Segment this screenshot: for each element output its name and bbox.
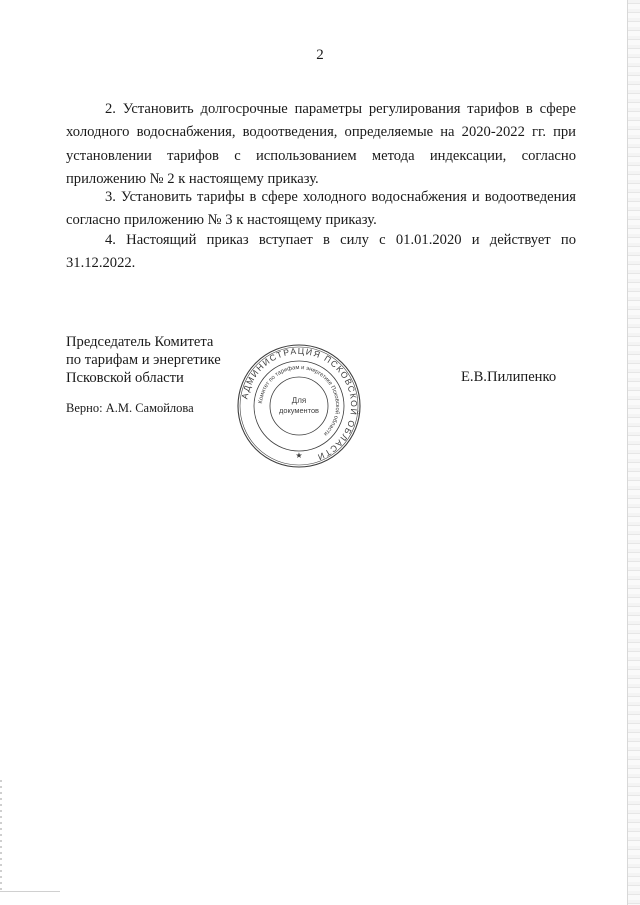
stamp-inner-text: Комитет по тарифам и энергетике Псковской области: [258, 364, 341, 437]
scan-bottom-mark: [0, 891, 60, 892]
stamp-center-line2: документов: [279, 406, 319, 415]
scan-left-edge: [0, 780, 2, 890]
signatory-position-line: по тарифам и энергетике: [66, 352, 221, 368]
page-number: 2: [316, 47, 324, 63]
signatory-position-line: Псковской области: [66, 370, 184, 386]
signatory-name: Е.В.Пилипенко: [461, 369, 557, 385]
signatory-position-line: Председатель Комитета: [66, 334, 214, 350]
scan-page-edge: [627, 0, 640, 905]
paragraph-2: 2. Установить долгосрочные параметры регулирования тарифов в сфере холодного водоснабжения, водоотведения, определяемые на 2020-2022 гг. при установлении тарифов с использованием метода индексации, согласно приложению № 2 к настоящему приказу.: [66, 100, 576, 188]
official-stamp: [236, 343, 362, 469]
stamp-star-icon: ★: [295, 451, 303, 460]
paragraph-3: 3. Установить тарифы в сфере холодного водоснабжения и водоотведения согласно приложению № 3 к настоящему приказу.: [66, 188, 576, 229]
paragraph-4: 4. Настоящий приказ вступает в силу с 01.01.2020 и действует по 31.12.2022.: [66, 231, 576, 272]
stamp-outer-text: АДМИНИСТРАЦИЯ ПСКОВСКОЙ ОБЛАСТИ: [239, 345, 360, 463]
verified-by: Верно: А.М. Самойлова: [66, 401, 194, 415]
stamp-center-line1: Для: [291, 396, 307, 405]
signatory-position: [66, 333, 221, 387]
